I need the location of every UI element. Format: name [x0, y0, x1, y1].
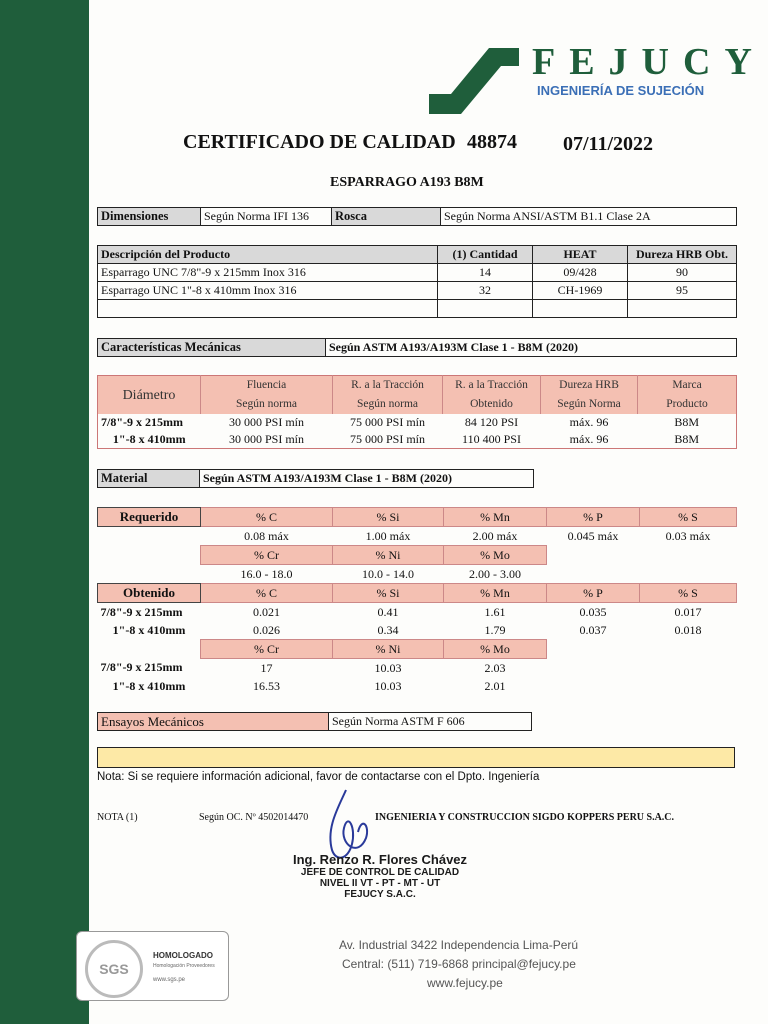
table-row	[98, 603, 737, 622]
obt-mn: 1.79	[484, 622, 506, 637]
stamp-name: Ing. Renzo R. Flores Chávez	[292, 852, 468, 867]
col-header-tensile-obtained: R. a la Tracción Obtenido	[443, 376, 541, 415]
quality-stamp	[285, 852, 475, 900]
certificate-date: 07/11/2022	[563, 133, 654, 155]
req-si: 1.00 máx	[365, 528, 411, 543]
product-heat: 09/428	[533, 264, 628, 282]
chemical-table	[97, 507, 737, 695]
obt-si: 0.41	[377, 604, 399, 619]
row-brand: B8M	[674, 415, 700, 429]
req-head-cr: % Cr	[201, 546, 333, 565]
obt-head-c: % C	[201, 584, 333, 603]
note-text: Nota: Si se requiere información adicional, favor de contactarse con el Dpto. Ingeniería	[97, 771, 540, 783]
row-hardness: máx. 96	[569, 415, 609, 429]
stamp-level: NIVEL II VT - PT - MT - UT	[319, 878, 441, 889]
sgs-url: www.sgs.pe	[153, 977, 186, 983]
table-row	[98, 677, 737, 695]
footer-web: www.fejucy.pe	[427, 976, 503, 990]
row-tensile-norm: 75 000 PSI mín	[349, 432, 425, 446]
obt-p: 0.037	[579, 622, 607, 637]
fejucy-logo-icon	[429, 48, 519, 116]
product-heat: CH-1969	[533, 282, 628, 300]
col-header-yield: Fluencia Según norma	[201, 376, 333, 415]
mechanical-norm: Según ASTM A193/A193M Clase 1 - B8M (2020)	[326, 339, 737, 357]
row-diameter: 7/8"-9 x 215mm	[101, 415, 183, 429]
mechanical-label: Características Mecánicas	[98, 339, 326, 357]
mechanical-table	[97, 375, 737, 449]
table-row	[98, 621, 737, 640]
row-yield: 30 000 PSI mín	[228, 432, 304, 446]
material-label: Material	[98, 470, 200, 488]
obt-cr: 17	[260, 660, 273, 675]
table-row	[98, 264, 737, 282]
tests-value: Según Norma ASTM F 606	[329, 713, 532, 731]
row-tensile-obtained: 110 400 PSI	[462, 432, 521, 446]
obt-head-ni: % Ni	[333, 640, 444, 659]
material-header	[97, 469, 534, 488]
req-s: 0.03 máx	[665, 528, 711, 543]
col-header-diameter: Diámetro	[98, 376, 201, 415]
obt-head-mo: % Mo	[444, 640, 547, 659]
obt-c: 0.021	[253, 604, 280, 619]
obt-mo: 2.03	[484, 660, 506, 675]
col-header-hardness-norm: Dureza HRB Según Norma	[541, 376, 638, 415]
obt-diameter: 1"-8 x 410mm	[112, 622, 186, 637]
req-head-c: % C	[201, 508, 333, 527]
sgs-subtitle: Homologación Proveedores	[153, 963, 215, 969]
dimensions-table	[97, 207, 737, 226]
brand-tagline: INGENIERÍA DE SUJECIÓN	[537, 83, 705, 98]
obt-head-si: % Si	[333, 584, 444, 603]
obt-s: 0.018	[674, 622, 702, 637]
obt-s: 0.017	[674, 604, 702, 619]
req-head-si: % Si	[333, 508, 444, 527]
req-mo: 2.00 - 3.00	[469, 566, 521, 581]
footer-address: Av. Industrial 3422 Independencia Lima-Perú	[339, 938, 579, 952]
obt-ni: 10.03	[374, 660, 402, 675]
req-head-mo: % Mo	[444, 546, 547, 565]
req-mn: 2.00 máx	[472, 528, 518, 543]
obt-diameter: 7/8"-9 x 215mm	[100, 660, 183, 675]
obt-ni: 10.03	[374, 678, 402, 693]
sgs-title: HOMOLOGADO	[153, 951, 213, 960]
mechanical-header	[97, 338, 737, 357]
client-name: INGENIERIA Y CONSTRUCCION SIGDO KOPPERS PERU S.A.C.	[375, 812, 675, 823]
obt-mo: 2.01	[484, 678, 506, 693]
req-ni: 10.0 - 14.0	[362, 566, 414, 581]
col-header-hardness: Dureza HRB Obt.	[628, 246, 737, 264]
obt-diameter: 1"-8 x 410mm	[112, 678, 186, 693]
obt-mn: 1.61	[484, 604, 506, 619]
col-header-quantity: (1) Cantidad	[438, 246, 533, 264]
table-row	[98, 431, 737, 449]
product-hardness: 95	[628, 282, 737, 300]
highlight-bar	[97, 747, 735, 768]
product-description: Esparrago UNC 7/8"-9 x 215mm Inox 316	[98, 264, 438, 282]
col-header-description: Descripción del Producto	[98, 246, 438, 264]
req-head-p: % P	[547, 508, 640, 527]
brand-name: FEJUCY	[532, 41, 766, 83]
dimensions-value: Según Norma IFI 136	[201, 208, 332, 226]
row-hardness: máx. 96	[569, 432, 609, 446]
certificate-number: 48874	[467, 131, 517, 153]
nota1-label: NOTA (1)	[97, 812, 138, 823]
sgs-logo-icon: SGS	[85, 940, 143, 998]
row-tensile-norm: 75 000 PSI mín	[349, 415, 425, 429]
table-row-empty	[98, 300, 737, 318]
req-head-mn: % Mn	[444, 508, 547, 527]
table-row	[98, 565, 737, 584]
obt-diameter: 7/8"-9 x 215mm	[100, 604, 183, 619]
row-yield: 30 000 PSI mín	[228, 415, 304, 429]
obt-c: 0.026	[253, 622, 280, 637]
row-diameter: 1"-8 x 410mm	[112, 432, 186, 446]
table-row	[98, 414, 737, 431]
tests-table	[97, 712, 532, 731]
required-label: Requerido	[98, 508, 201, 527]
row-tensile-obtained: 84 120 PSI	[464, 415, 519, 429]
req-head-s: % S	[640, 508, 737, 527]
product-quantity: 32	[438, 282, 533, 300]
table-row	[98, 282, 737, 300]
purchase-order: Según OC. Nº 4502014470	[199, 812, 309, 823]
footer-phone: Central: (511) 719-6868 principal@fejucy.pe	[342, 957, 576, 971]
table-row	[98, 659, 737, 678]
side-green-bar	[0, 0, 89, 1024]
col-header-brand: Marca Producto	[638, 376, 737, 415]
page-title: CERTIFICADO DE CALIDAD	[183, 131, 456, 153]
product-hardness: 90	[628, 264, 737, 282]
col-header-heat: HEAT	[533, 246, 628, 264]
obt-si: 0.34	[377, 622, 399, 637]
obt-cr: 16.53	[253, 678, 280, 693]
tests-label: Ensayos Mecánicos	[98, 713, 329, 731]
rosca-label: Rosca	[332, 208, 441, 226]
product-quantity: 14	[438, 264, 533, 282]
obt-head-s: % S	[640, 584, 737, 603]
stamp-company: FEJUCY S.A.C.	[344, 889, 416, 900]
material-norm: Según ASTM A193/A193M Clase 1 - B8M (2020)	[200, 470, 534, 488]
req-head-ni: % Ni	[333, 546, 444, 565]
obt-head-cr: % Cr	[201, 640, 333, 659]
obt-p: 0.035	[579, 604, 607, 619]
rosca-value: Según Norma ANSI/ASTM B1.1 Clase 2A	[441, 208, 737, 226]
col-header-tensile-norm: R. a la Tracción Según norma	[333, 376, 443, 415]
obt-head-p: % P	[547, 584, 640, 603]
table-row	[98, 527, 737, 546]
dimensions-label: Dimensiones	[98, 208, 201, 226]
req-p: 0.045 máx	[567, 528, 619, 543]
row-brand: B8M	[674, 432, 700, 446]
sgs-badge	[76, 931, 229, 1001]
products-table	[97, 245, 737, 318]
req-cr: 16.0 - 18.0	[240, 566, 293, 581]
stamp-role: JEFE DE CONTROL DE CALIDAD	[300, 867, 460, 878]
req-c: 0.08 máx	[244, 528, 289, 543]
obtained-label: Obtenido	[98, 584, 201, 603]
product-subtitle: ESPARRAGO A193 B8M	[330, 175, 484, 190]
obt-head-mn: % Mn	[444, 584, 547, 603]
product-description: Esparrago UNC 1"-8 x 410mm Inox 316	[98, 282, 438, 300]
